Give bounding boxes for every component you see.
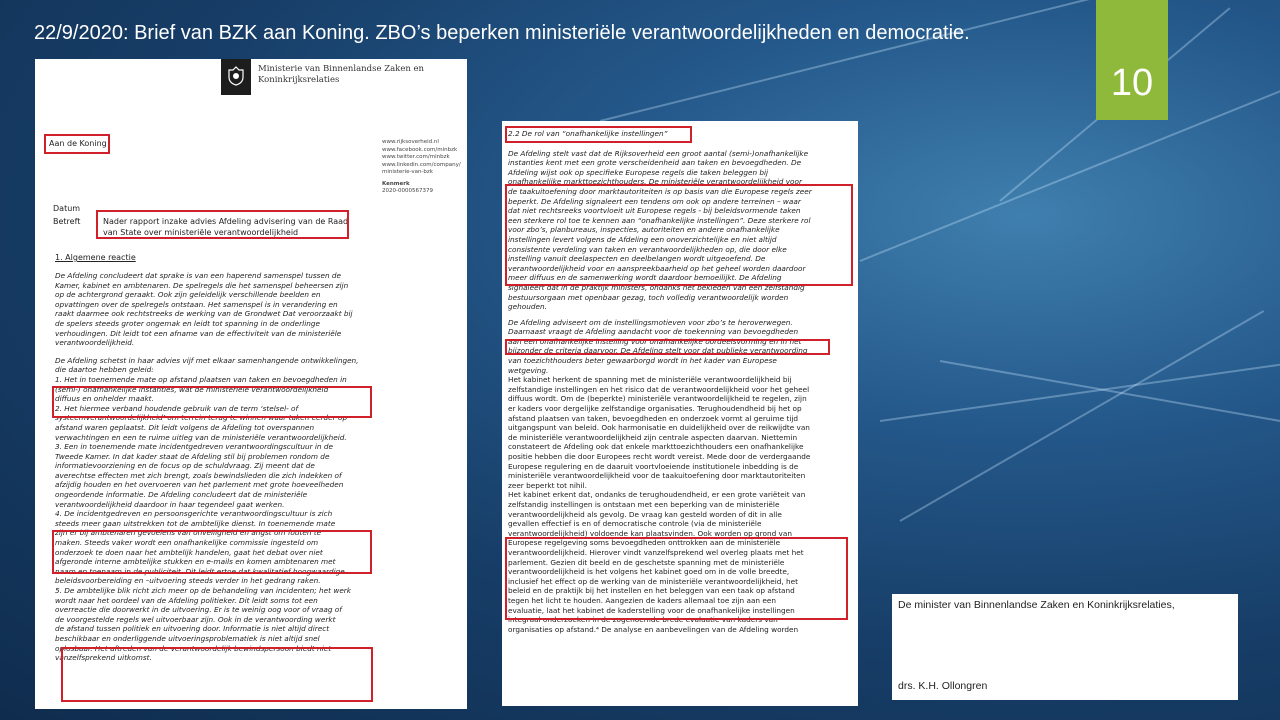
light-streak [900,310,1265,522]
text-line: evaluatie, laat het kabinet de kaderstelling voor de onafhankelijke instellingen [508,605,795,615]
text-line: consistente verdeling van taken en verantwoordelijkheden op, die door elke [508,244,787,254]
text-line: uitgangspunt van beleid. Ook harmonisatie en duidelijkheid over de reikwijdte van [508,423,810,433]
page-number: 10 [1110,62,1154,104]
text-line: afzijdig houden en het overvoeren van het parlement met grote hoeveelheden [55,480,344,490]
betreft-line-2: van State over ministeriële verantwoordelijkheid [103,228,299,237]
text-line: 1. Het in toenemende mate op afstand plaatsen van taken en bevoegdheden in [55,374,347,384]
text-line: diffuus wordt. Om de (beperkte) ministeriële verantwoordelijkheid te regelen, zijn [508,394,807,404]
text-line: oplosbaar. Het aftreden van de verantwoordelijk bewindspersoon biedt niet [55,643,332,653]
text-line: organisaties op afstand.⁴ De analyse en aanbevelingen van de Afdeling worden [508,624,799,634]
ministry-name [258,64,424,86]
page-number-badge [1096,0,1168,120]
addressee: Aan de Koning [49,139,107,148]
text-line: naam en toenaam in de publiciteit. Dit leidt ertoe dat kwalitatief hoogwaardige [55,566,345,576]
text-line: De Afdeling schetst in haar advies vijf met elkaar samenhangende ontwikkelingen, [55,355,359,365]
betreft-label: Betreft [53,217,81,226]
text-line: een sterkere rol toe te kennen aan “onafhankelijke instellingen”. Deze sterkere rol [508,215,811,225]
text-line: wordt naar het oordeel van de Afdeling politieker. Dit leidt soms tot een [55,595,318,605]
text-line: signaleert dat in de praktijk ministers, ondanks het bekleden van een zelfstandig [508,282,805,292]
text-line: op de achtergrond geraakt. Ook zijn geleidelijk verschillende beelden en [55,290,321,300]
section-heading: 1. Algemene reactie [55,253,136,262]
text-line: bestuursorgaan met openbaar gezag, toch volledig verantwoordelijk worden [508,292,789,302]
text-line: instelling vanuit deelaspecten en deelbelangen wordt uitgeoefend. De [508,254,766,264]
text-line: inclusief het effect op de werking van de ministeriële verantwoordelijkheid, het [508,576,798,586]
highlight-box [505,184,853,286]
contact-line: ministerie-van-bzk [382,169,433,175]
text-line: zelfstandig instellingen is ontstaan met een beperking van de ministeriële [508,499,780,509]
kenmerk-label: Kenmerk [382,180,410,187]
text-line: zijn er bij ambtenaren gevoelens van onveiligheid en angst om fouten te [55,528,322,538]
text-line: 3. Een in toenemende mate incidentgedreven verantwoordingscultuur in de [55,442,333,452]
letter-page-2 [502,121,858,706]
datum-label: Datum [53,204,81,213]
text-line: De Afdeling stelt vast dat de Rijksoverheid een groot aantal (semi-)onafhankelijke [508,148,809,158]
letter-page-1 [35,59,467,709]
text-line: verantwoordelijkheid is het volgens het kabinet goed om in de volle breedte, [508,567,790,577]
highlight-box [505,126,692,143]
signature-block [892,594,1238,700]
text-line: systeemverantwoordelijkheid’ om terrein terug te winnen waar taken eerder op [55,413,348,423]
highlight-box [44,134,110,154]
text-line: informatievoorziening en de focus op de schuldvraag. Zij meent dat de [55,461,315,471]
ministry-line-1: Ministerie van Binnenlandse Zaken en [258,64,425,74]
text-line: die daartoe hebben geleid: [55,365,154,375]
text-line: er kaders voor dergelijke zelfstandige organisaties. Terughoudendheid bij het op [508,404,802,414]
text-line: parlement. Gezien dit beeld en de geschetste spanning met de ministeriële [508,557,785,567]
text-line: de taakuitoefening door marktautoriteiten is op basis van die Europese regels zeer [508,186,812,196]
text-line: Kamer, kabinet en ambtenaren. De spelregels die het samenspel beheersen zijn [55,280,349,290]
text-line: afgeronde interne ambtelijke stukken en e-mails en komen ambtenaren met [55,557,336,567]
text-line: afstand plaatsen van taken, bevoegdheden en onderzoek vormt al geruime tijd [508,413,799,423]
advice-line: De Afdeling adviseert om de instellingsmotieven voor zbo’s te heroverwegen. [508,317,793,327]
text-line: overreactie die doorwerkt in de uitvoering. Er is te weinig oog voor of vraag of [55,605,342,615]
text-line: zelfstandige instellingen en het risico dat de verantwoordelijkheid voor het geheel [508,384,810,394]
text-line: opvattingen over de spelregels ontstaan. Het samenspel is in verandering en [55,299,338,309]
text-line: bijzonder de criteria daarvoor. De Afdeling stelt voor dat publieke verantwoording [508,346,808,356]
text-line: verantwoordelijkheid. Hierover vindt vanzelfsprekend wel overleg plaats met het [508,547,804,557]
text-line: dat niet rechtsreeks voortvloeit uit Europese regels - bij beleidsvormende taken [508,206,801,216]
ministry-logo [221,59,251,95]
text-line: beleidsvoorbereiding en –uitvoering steeds verder in het gedrang raken. [55,576,321,586]
text-line: beschikbaar en onderliggende uitvoeringsproblematiek is niet altijd snel [55,633,320,643]
slide-title: 22/9/2020: Brief van BZK aan Koning. ZBO’s beperken ministeriële verantwoordelijkheden en democratie. [34,22,970,44]
text-line: averechtse effecten met zich brengt, zoals bewindslieden die zich indekken of [55,470,342,480]
text-line: de afstand tussen politiek en uitvoering door. Informatie is niet altijd direct [55,624,330,634]
text-line: zeer beperkt tot nihil. [508,480,587,490]
text-line: van toezichthouders beter gewaarborgd wordt in het kader van Europese [508,356,777,366]
text-line: aan een onafhankelijke instelling voor onafhankelijke oordeelsvorming en in het [508,336,802,346]
highlight-box [96,210,349,239]
text-line: afstand waren geplaatst. Dit leidt volgens de Afdeling tot overspannen [55,422,315,432]
text-line: ongeordende informatie. De Afdeling concludeert dat de ministeriële [55,490,308,500]
text-line: gevallen effectief is en of democratische controle (via de ministeriële [508,519,762,529]
text-line: beperkt. De Afdeling signaleert een tendens om ook op andere terreinen – waar [508,196,801,206]
text-line: 5. De ambtelijke blik richt zich meer op de behandeling van incidenten; het werk [55,586,352,595]
contact-line: www.rijksoverheid.nl [382,139,439,145]
text-line: verwachtingen en een te ruime uitleg van de ministeriële verantwoordelijkheid. [55,432,347,442]
text-line: verhoudingen. Dit leidt tot een afname van de effectiviteit van de ministeriële [55,328,342,338]
light-streak [860,73,1280,262]
text-line: meer diffuus en de samenwerking wordt daardoor bemoeilijkt. De Afdeling [508,273,782,283]
contact-line: www.facebook.com/minbzk [382,146,458,153]
text-line: instanties kent met een grote verscheidenheid aan taken en bevoegdheden. De [508,158,802,168]
text-line: 2. Het hiermee verband houdende gebruik van de term ‘stelsel- of [55,403,299,413]
text-line: gehouden. [508,302,547,312]
text-line: vanzelfsprekend uitkomst. [55,653,152,663]
text-line: onderzoek te doen naar het ambtelijk handelen, gaat het debat over niet [55,547,323,557]
highlight-box [505,537,848,620]
text-line: maken. Steeds vaker wordt een onafhankelijke commissie ingesteld om [55,538,319,548]
text-line: verantwoordelijkheid. [55,338,135,348]
text-line: Europese regelgeving soms bevoegdheden onttrokken aan de ministeriële [508,538,781,548]
text-line: Europese regulering en de daaruit voortvloeiende institutionele inbedding is de [508,461,799,471]
text-line: de spelers steeds groter ongemak en leidt tot spanning in de onderlinge [55,318,320,328]
text-line: raakt daarmee ook rechtstreeks de werking van de Grondwet Dat veroorzaakt bij [55,309,353,319]
text-line: constateert de Afdeling ook dat enkele markttoezichthouders een onafhankelijke [508,442,804,452]
text-line: Tweede Kamer. In dat kader staat de Afdeling stil bij problemen rondom de [55,451,330,461]
text-line: onafhankelijke markttoezichthouders. De ministeriële verantwoordelijkheid voor [508,177,802,187]
text-line: Het kabinet herkent de spanning met de ministeriële verantwoordelijkheid bij [508,375,792,385]
highlight-box [61,647,373,702]
contact-line: www.linkedin.com/company/ [382,161,461,168]
text-line: beleid en de praktijk bij het instellen en het beleggen van een taak op afstand [508,586,795,596]
contact-line: www.twitter.com/minbzk [382,154,450,160]
text-line: verantwoordelijkheid) voldoende kan plaatsvinden. Ook worden op grond van [508,528,792,538]
text-line: verantwoordelijkheid voor en aanspreekbaarheid op het geheel worden daardoor [508,263,806,273]
text-line: 4. De incidentgedreven en persoonsgerichte verantwoordingscultuur is zich [55,509,333,519]
highlight-box [52,530,372,574]
text-line: diffuus en onhelder maakt. [55,394,154,404]
signature-name: drs. K.H. Ollongren [898,680,988,692]
signature-line: De minister van Binnenlandse Zaken en Koninkrijksrelaties, [898,599,1175,611]
light-streak [880,356,1280,422]
text-line: voor zbo’s, planbureaus, inspecties, autoriteiten en andere onafhankelijke [508,225,780,235]
highlight-box [505,339,830,355]
text-line: steeds meer gaan uitstrekken tot de ambtelijke dienst. In toenemende mate [55,518,336,528]
text-line: verantwoordelijkheid daardoor in haar tegendeel gaat werken. [55,499,285,509]
section-heading: 2.2 De rol van “onafhankelijke instellingen” [508,129,668,138]
text-line: de voorgestelde regels wel uitvoerbaar zijn. Ook in de verantwoording werkt [55,614,336,624]
highlight-box [52,386,372,418]
text-line: Het kabinet erkent dat, ondanks de terughoudendheid, er een grote variëteit van [508,490,806,500]
text-line: instellingen levert volgens de Afdeling een onoverzichtelijke en niet altijd [508,234,777,244]
text-line: verantwoordelijkheid als gevolg. De vraag kan gesteld worden of dit in alle [508,509,782,519]
ministry-line-2: Koninkrijksrelaties [258,75,340,85]
letter1-body [55,271,460,663]
text-line: wetgeving. [508,365,549,375]
crest-icon [227,66,245,86]
contact-block [382,139,461,196]
text-line: integraal onderzoeken in de zogenoemde brede evaluatie van kaders van [508,615,778,625]
text-line: de ministeriële verantwoordelijkheid zijn centrale aspecten daarvan. Niettemin [508,432,798,442]
light-streak [600,0,1280,122]
text-line: (semi-) onafhankelijke instanties, wat de ministeriële verantwoordelijkheid [55,384,329,394]
text-line: ministeriële verantwoordelijkheid voor de taakuitoefening door marktautoriteiten [508,471,806,481]
text-line: Daarnaast vraagt de Afdeling aandacht voor de toekenning van bevoegdheden [508,327,799,337]
text-line: tegen het licht te houden. Aangezien de kaders allemaal toe zijn aan een [508,595,776,605]
kenmerk-value: 2020-0000567379 [382,188,433,194]
text-line: positie hebben die door Europees recht wordt vereist. Mede door de verdergaande [508,452,811,461]
betreft-line-1: Nader rapport inzake advies Afdeling advisering van de Raad [103,217,349,226]
text-line: De Afdeling concludeert dat sprake is van een haperend samenspel tussen de [55,271,342,280]
text-line: Afdeling wijst ook op specifieke Europese regels die taken beleggen bij [508,167,769,177]
